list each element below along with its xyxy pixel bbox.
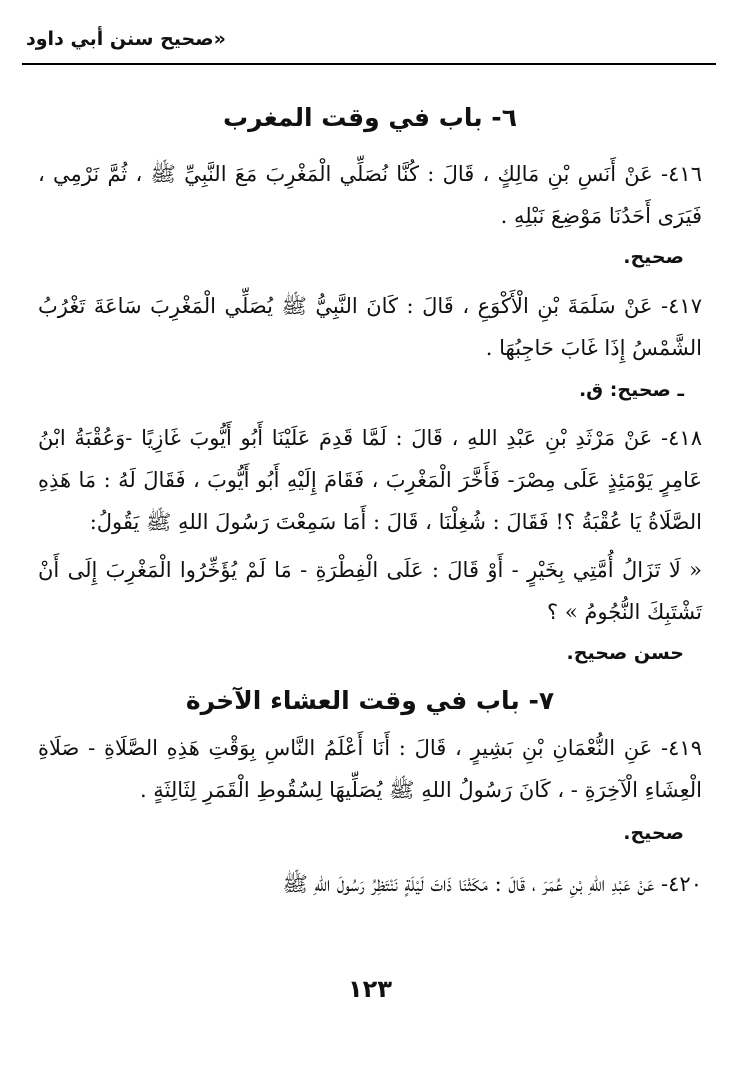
hadith-419: ٤١٩- عَنِ النُّعْمَانِ بْنِ بَشِيرٍ ، قَالَ : أَنَا أَعْلَمُ النَّاسِ بِوَقْتِ هَذِهِ الصَّلَاةِ - صَلَاةِ الْعِشَاءِ الْآخِرَةِ - ، كَانَ رَسُولُ اللهِ ﷺ يُصَلِّيهَا لِسُقُوطِ الْقَمَرِ لِثَالِثَةٍ . (38, 736, 702, 802)
hadith-418-quote: « لَا تَزَالُ أُمَّتِي بِخَيْرٍ - أَوْ قَالَ : عَلَى الْفِطْرَةِ - مَا لَمْ يُؤَخِّرُوا الْمَغْرِبَ إِلَى أَنْ تَشْتَبِكَ النُّجُومُ » ؟ (38, 558, 702, 624)
chapter-heading-7: ٧- باب في وقت العشاء الآخرة (185, 686, 555, 715)
page-content (38, 85, 702, 905)
hadith-420: ٤٢٠- عَنْ عَبْدِ اللهِ بْنِ عُمَرَ ، قَالَ : مَكَثْنَا ذَاتَ لَيْلَةٍ نَنْتَظِرُ رَسُولَ اللهِ ﷺ (282, 872, 702, 896)
page-number: ١٢٣ (348, 975, 392, 1003)
chapter-heading-6: ٦- باب في وقت المغرب (223, 103, 517, 132)
hadith-417: ٤١٧- عَنْ سَلَمَةَ بْنِ الْأَكْوَعِ ، قَالَ : كَانَ النَّبِيُّ ﷺ يُصَلِّي الْمَغْرِبَ سَاعَةَ تَغْرُبُ الشَّمْسُ إِذَا غَابَ حَاجِبُهَا . (38, 294, 702, 360)
hadith-417-grade: ـ صحيح: ق. (578, 379, 684, 401)
hadith-418: ٤١٨- عَنْ مَرْثَدِ بْنِ عَبْدِ اللهِ ، قَالَ : لَمَّا قَدِمَ عَلَيْنَا أَبُو أَيُّوبَ غَازِيًا -وَعُقْبَةُ ابْنُ عَامِرٍ يَوْمَئِذٍ عَلَى مِصْرَ- فَأَخَّرَ الْمَغْرِبَ ، فَقَامَ إِلَيْهِ أَبُو أَيُّوبَ ، فَقَالَ لَهُ : مَا هَذِهِ الصَّلَاةُ يَا عُقْبَةُ ؟! فَقَالَ : شُغِلْنَا ، قَالَ : أَمَا سَمِعْتَ رَسُولَ اللهِ ﷺ يَقُولُ: (38, 426, 702, 534)
hadith-416: ٤١٦- عَنْ أَنَسِ بْنِ مَالِكٍ ، قَالَ : كُنَّا نُصَلِّي الْمَغْرِبَ مَعَ النَّبِيِّ ﷺ ، ثُمَّ نَرْمِي ، فَيَرَى أَحَدُنَا مَوْضِعَ نَبْلِهِ . (38, 162, 702, 228)
hadith-419-grade: صحيح. (623, 822, 684, 844)
hadith-416-grade: صحيح. (623, 246, 684, 268)
running-title: «صحيح سنن أبي داود (26, 28, 226, 50)
header-rule (22, 63, 716, 65)
hadith-418-grade: حسن صحيح. (566, 642, 684, 664)
